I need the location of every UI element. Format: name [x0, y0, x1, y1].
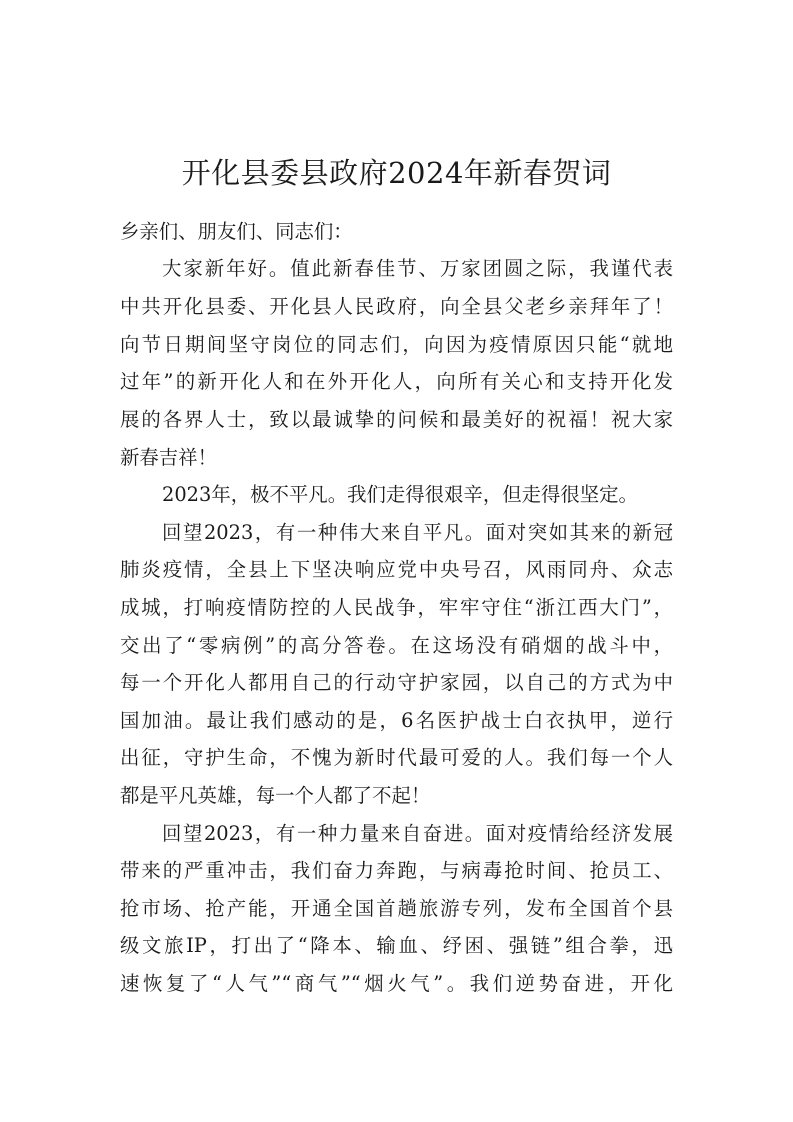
- paragraph-line: 级文旅IP，打出了“降本、输血、纾困、强链”组合拳，迅: [120, 934, 673, 957]
- paragraph-line: 回望2023，有一种伟大来自平凡。面对突如其来的新冠: [162, 521, 673, 544]
- paragraph-line: 成城，打响疫情防控的人民战争，牢牢守住“浙江西大门”，: [120, 596, 673, 619]
- paragraph-line: 交出了“零病例”的高分答卷。在这场没有硝烟的战斗中，: [120, 634, 673, 657]
- salutation: 乡亲们、朋友们、同志们：: [120, 220, 353, 243]
- paragraph-line: 过年”的新开化人和在外开化人，向所有关心和支持开化发: [120, 370, 673, 393]
- page-title: 开化县委县政府2024年新春贺词: [181, 156, 612, 191]
- paragraph-line: 速恢复了“人气”“商气”“烟火气”。我们逆势奋进，开化: [120, 972, 673, 995]
- paragraph-line: 回望2023，有一种力量来自奋进。面对疫情给经济发展: [162, 822, 673, 845]
- paragraph-line: 大家新年好。值此新春佳节、万家团圆之际，我谨代表: [162, 257, 673, 280]
- paragraph-line: 新春吉祥！: [120, 446, 217, 469]
- paragraph-line: 中共开化县委、开化县人民政府，向全县父老乡亲拜年了！: [120, 295, 673, 318]
- paragraph-line: 带来的严重冲击，我们奋力奔跑，与病毒抢时间、抢员工、: [120, 859, 673, 882]
- paragraph-line: 展的各界人士，致以最诚挚的问候和最美好的祝福！祝大家: [120, 408, 673, 431]
- paragraph-line: 都是平凡英雄，每一个人都了不起！: [120, 784, 431, 807]
- paragraph-line: 国加油。最让我们感动的是，6名医护战士白衣执甲，逆行: [120, 709, 673, 732]
- paragraph-line: 每一个开化人都用自己的行动守护家园，以自己的方式为中: [120, 671, 673, 694]
- paragraph-line: 2023年，极不平凡。我们走得很艰辛，但走得很坚定。: [162, 483, 638, 506]
- paragraph-line: 肺炎疫情，全县上下坚决响应党中央号召，风雨同舟、众志: [120, 558, 673, 581]
- paragraph-line: 向节日期间坚守岗位的同志们，向因为疫情原因只能“就地: [120, 333, 673, 356]
- paragraph-line: 出征，守护生命，不愧为新时代最可爱的人。我们每一个人: [120, 746, 673, 769]
- paragraph-line: 抢市场、抢产能，开通全国首趟旅游专列，发布全国首个县: [120, 897, 673, 920]
